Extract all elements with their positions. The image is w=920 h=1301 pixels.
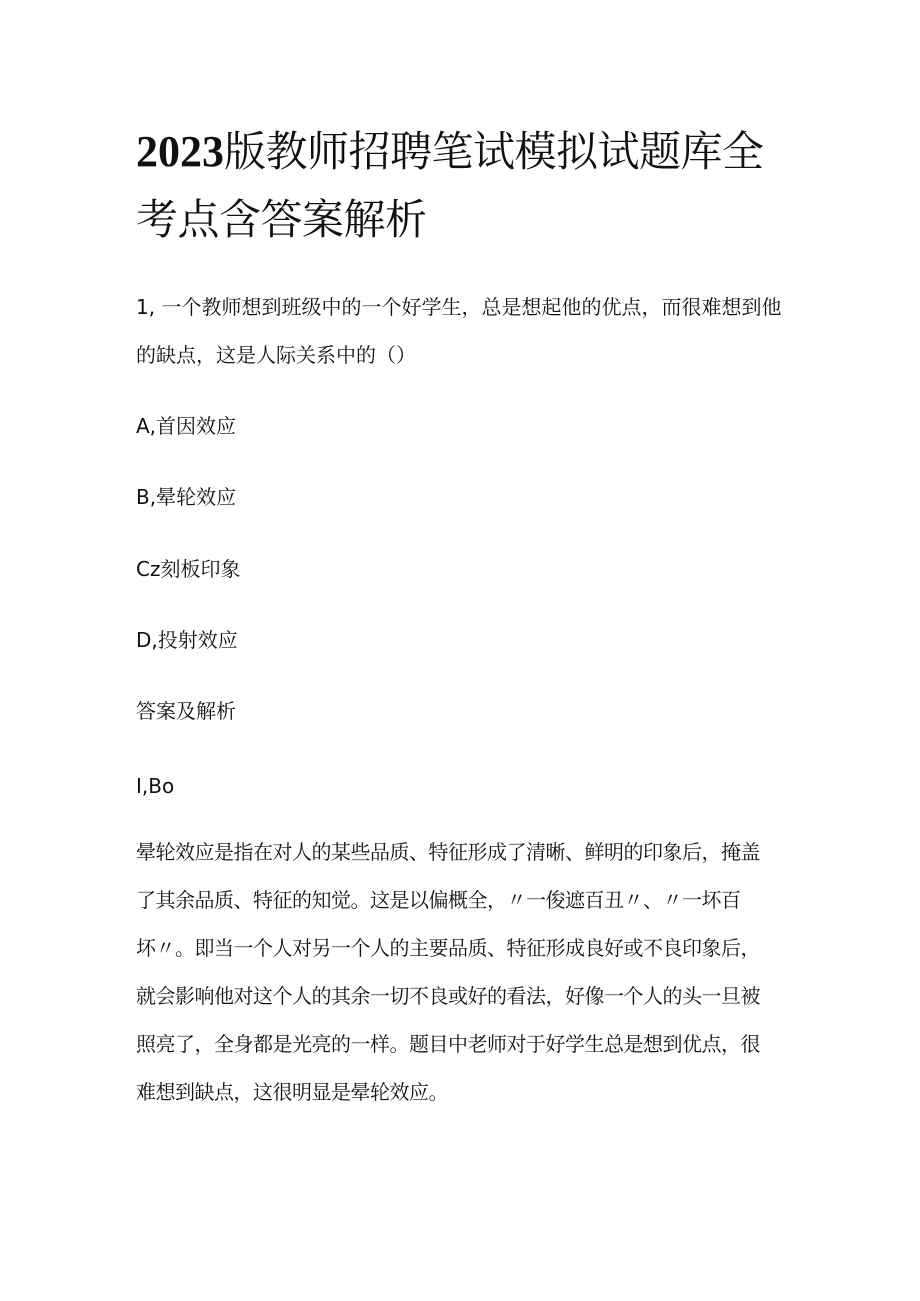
option-a: A,首因效应 (136, 414, 237, 438)
explanation-line-6: 难想到缺点，这很明显是晕轮效应。 (136, 1080, 448, 1104)
explanation-line-2: 了其余品质、特征的知觉。这是以偏概全，〃一俊遮百丑〃、〃一坏百 (136, 888, 741, 912)
option-d: D,投射效应 (136, 628, 238, 652)
answer-heading: 答案及解析 (136, 699, 236, 723)
title-rest: 版教师招聘笔试模拟试题库全 (224, 127, 764, 176)
option-c: Cz刻板印象 (136, 557, 241, 581)
explanation-line-5: 照亮了，全身都是光亮的一样。题目中老师对于好学生总是想到优点，很 (136, 1032, 760, 1056)
title-line-2: 考点含答案解析 (136, 195, 427, 244)
question-line-2: 的缺点，这是人际关系中的（） (136, 343, 416, 367)
question-text (136, 283, 796, 379)
explanation-paragraph (136, 828, 796, 1116)
explanation-line-4: 就会影响他对这个人的其余一切不良或好的看法，好像一个人的头一旦被 (136, 984, 760, 1008)
explanation-line-3: 坏〃。即当一个人对另一个人的主要品质、特征形成良好或不良印象后， (136, 936, 760, 960)
option-b: B,晕轮效应 (136, 485, 237, 509)
answer-value: I,Bo (136, 774, 175, 798)
title-year: 2023 (136, 127, 224, 176)
document-title (136, 118, 796, 254)
question-line-1: 1, 一个教师想到班级中的一个好学生，总是想起他的优点，而很难想到他 (136, 295, 782, 319)
title-line-1 (136, 118, 796, 186)
explanation-line-1: 晕轮效应是指在对人的某些品质、特征形成了清晰、鲜明的印象后，掩盖 (136, 840, 760, 864)
